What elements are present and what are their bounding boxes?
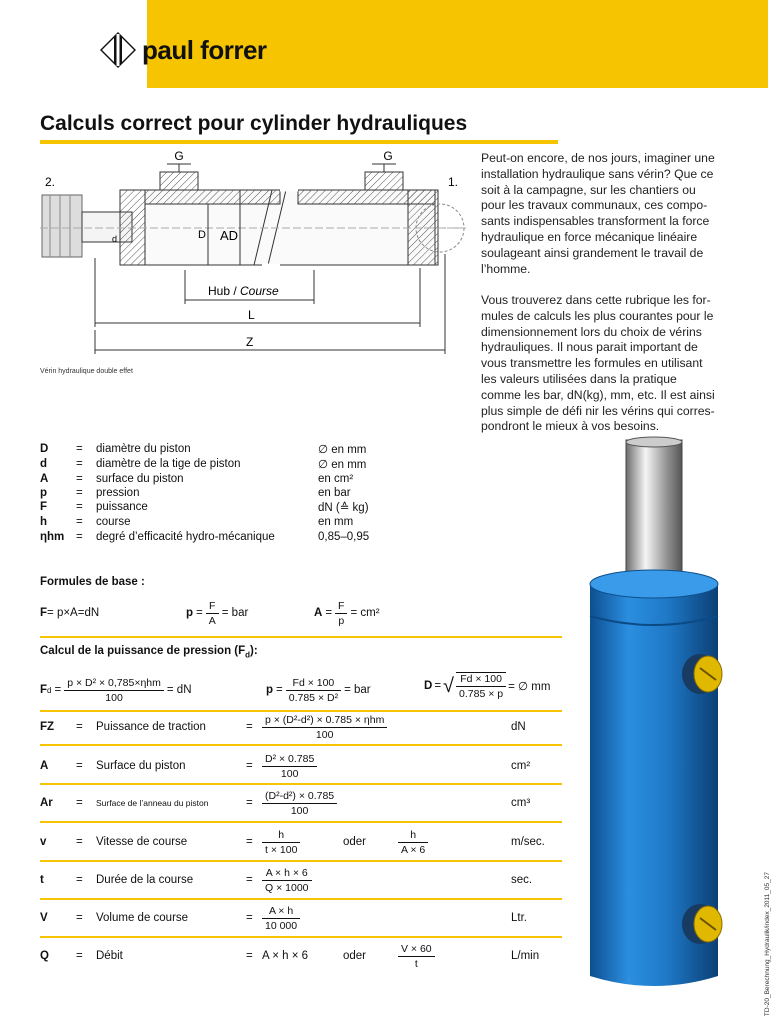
label-outer-diameter: AD	[220, 228, 239, 243]
cylinder-diagram	[40, 150, 470, 362]
base-formulas-heading: Formules de base :	[40, 576, 145, 588]
sqrt-icon: √	[443, 674, 455, 697]
forrer-logo-icon	[98, 32, 138, 68]
formula-area: A = $\frac{F}{p}$ = cm²	[314, 599, 380, 627]
section-rule	[40, 898, 562, 900]
title-rule	[40, 140, 558, 144]
section-rule	[40, 821, 562, 823]
definition-row: d = diamètre de la tige de piston ∅ en mm	[40, 457, 367, 471]
definition-row: F = puissance dN (≙ kg)	[40, 500, 369, 514]
label-rod-diameter: d	[112, 234, 118, 244]
label-hub: Hub /	[208, 284, 241, 298]
formula-row: FZ = Puissance de traction = $\frac{\text{p × (D²-d²) × 0.785 × ηhm}}{100}$ dN	[40, 713, 526, 741]
formula-d: D = √ $\frac{Fd \times 100}{0.785 \times p}$ = ∅ mm	[424, 673, 551, 700]
definition-row: p = pression en bar	[40, 486, 351, 499]
formula-force: F = p×A=dN	[40, 607, 100, 619]
section-rule	[40, 744, 562, 746]
formula-pressure: p = $\frac{F}{A}$ = bar	[186, 599, 249, 627]
svg-text:Hub / Course	[208, 284, 279, 298]
formula-fd: F d = $\frac{\text{p × D² × 0,785×ηhm}}{100}$ = dN	[40, 676, 192, 704]
brand-name: paul forrer	[142, 34, 267, 65]
label-cylinder-end: 1.	[448, 175, 459, 189]
label-g-right: G	[383, 149, 393, 163]
section-rule	[40, 783, 562, 785]
label-total-length: Z	[246, 335, 254, 349]
formula-p: p = $\frac{Fd \times 100}{\text{0.785 × D²}}$ = bar	[266, 676, 371, 704]
calc-heading: Calcul de la puissance de pression $(F_d)$:	[40, 645, 258, 660]
cylinder-product-image	[570, 436, 750, 1020]
formula-row: V = Volume de course = $\frac{A \times h}{10 000}$ Ltr.	[40, 904, 527, 932]
formula-row: Q = Débit = A × h × 6 oder $\frac{V \times 60}{t}$ L/min	[40, 942, 540, 970]
formula-row: Ar = Surface de l’anneau du piston = $\frac{\text{(D²-d²) × 0.785}}{100}$ cm³	[40, 789, 531, 817]
formula-row: A = Surface du piston = $\frac{\text{D² × 0.785}}{100}$ cm²	[40, 752, 531, 780]
section-rule	[40, 636, 562, 638]
formula-row: t = Durée de la course = $\frac{A \times h \times 6}{Q \times 1000}$ sec.	[40, 866, 533, 894]
label-rod-end: 2.	[45, 175, 56, 189]
port-fitting-icon	[682, 654, 722, 694]
diagram-caption: Vérin hydraulique double effet	[40, 368, 133, 375]
definition-row: h = course en mm	[40, 515, 354, 528]
section-rule	[40, 860, 562, 862]
rod-end-eye	[42, 195, 82, 257]
definition-row: ηhm = degré d’efficacité hydro-mécanique 0,85–0,95	[40, 530, 370, 543]
port-fitting-icon	[682, 904, 722, 944]
intro-paragraph-1: Peut-on encore, de nos jours, imaginer une installation hydraulique sans vérin? Que ce soit à la campagne, sur les chantiers ou pour les travaux communaux, ces compo- sants indispensables transforment la force hydraulique en force mécanique linéaire soulageant ainsi grandement le travail de l’homme.	[481, 151, 715, 276]
definition-row: D = diamètre du piston ∅ en mm	[40, 442, 367, 456]
brand-logo	[98, 32, 267, 68]
definition-row: A = surface du piston en cm²	[40, 472, 354, 485]
label-piston-diameter: D	[198, 229, 206, 241]
section-rule	[40, 936, 562, 938]
label-g-left: G	[174, 149, 184, 163]
label-length: L	[248, 308, 255, 322]
label-course: Course	[240, 284, 279, 298]
intro-paragraph-2: Vous trouverez dans cette rubrique les for- mules de calculs les plus courantes pour le dimensionnement lors du choix de vérins hydrauliques. Il nous parait important de vous transmettre les formules en utilisant les valeurs utilisées dans la pratique comme les bar, dN(kg), mm, etc. Il est ainsi plus simple de défi nir les vérins qui corres- pondront le mieux à vos besoins.	[481, 293, 715, 434]
document-reference: TD-20_Berechnung_Hydraulik/index_2011_05_27	[764, 872, 771, 1017]
formula-row: v = Vitesse de course = $\frac{h}{t \times 100}$ oder $\frac{h}{A \times 6}$ m/sec.	[40, 828, 545, 856]
page-title: Calculs correct pour cylinder hydrauliques	[40, 112, 468, 135]
